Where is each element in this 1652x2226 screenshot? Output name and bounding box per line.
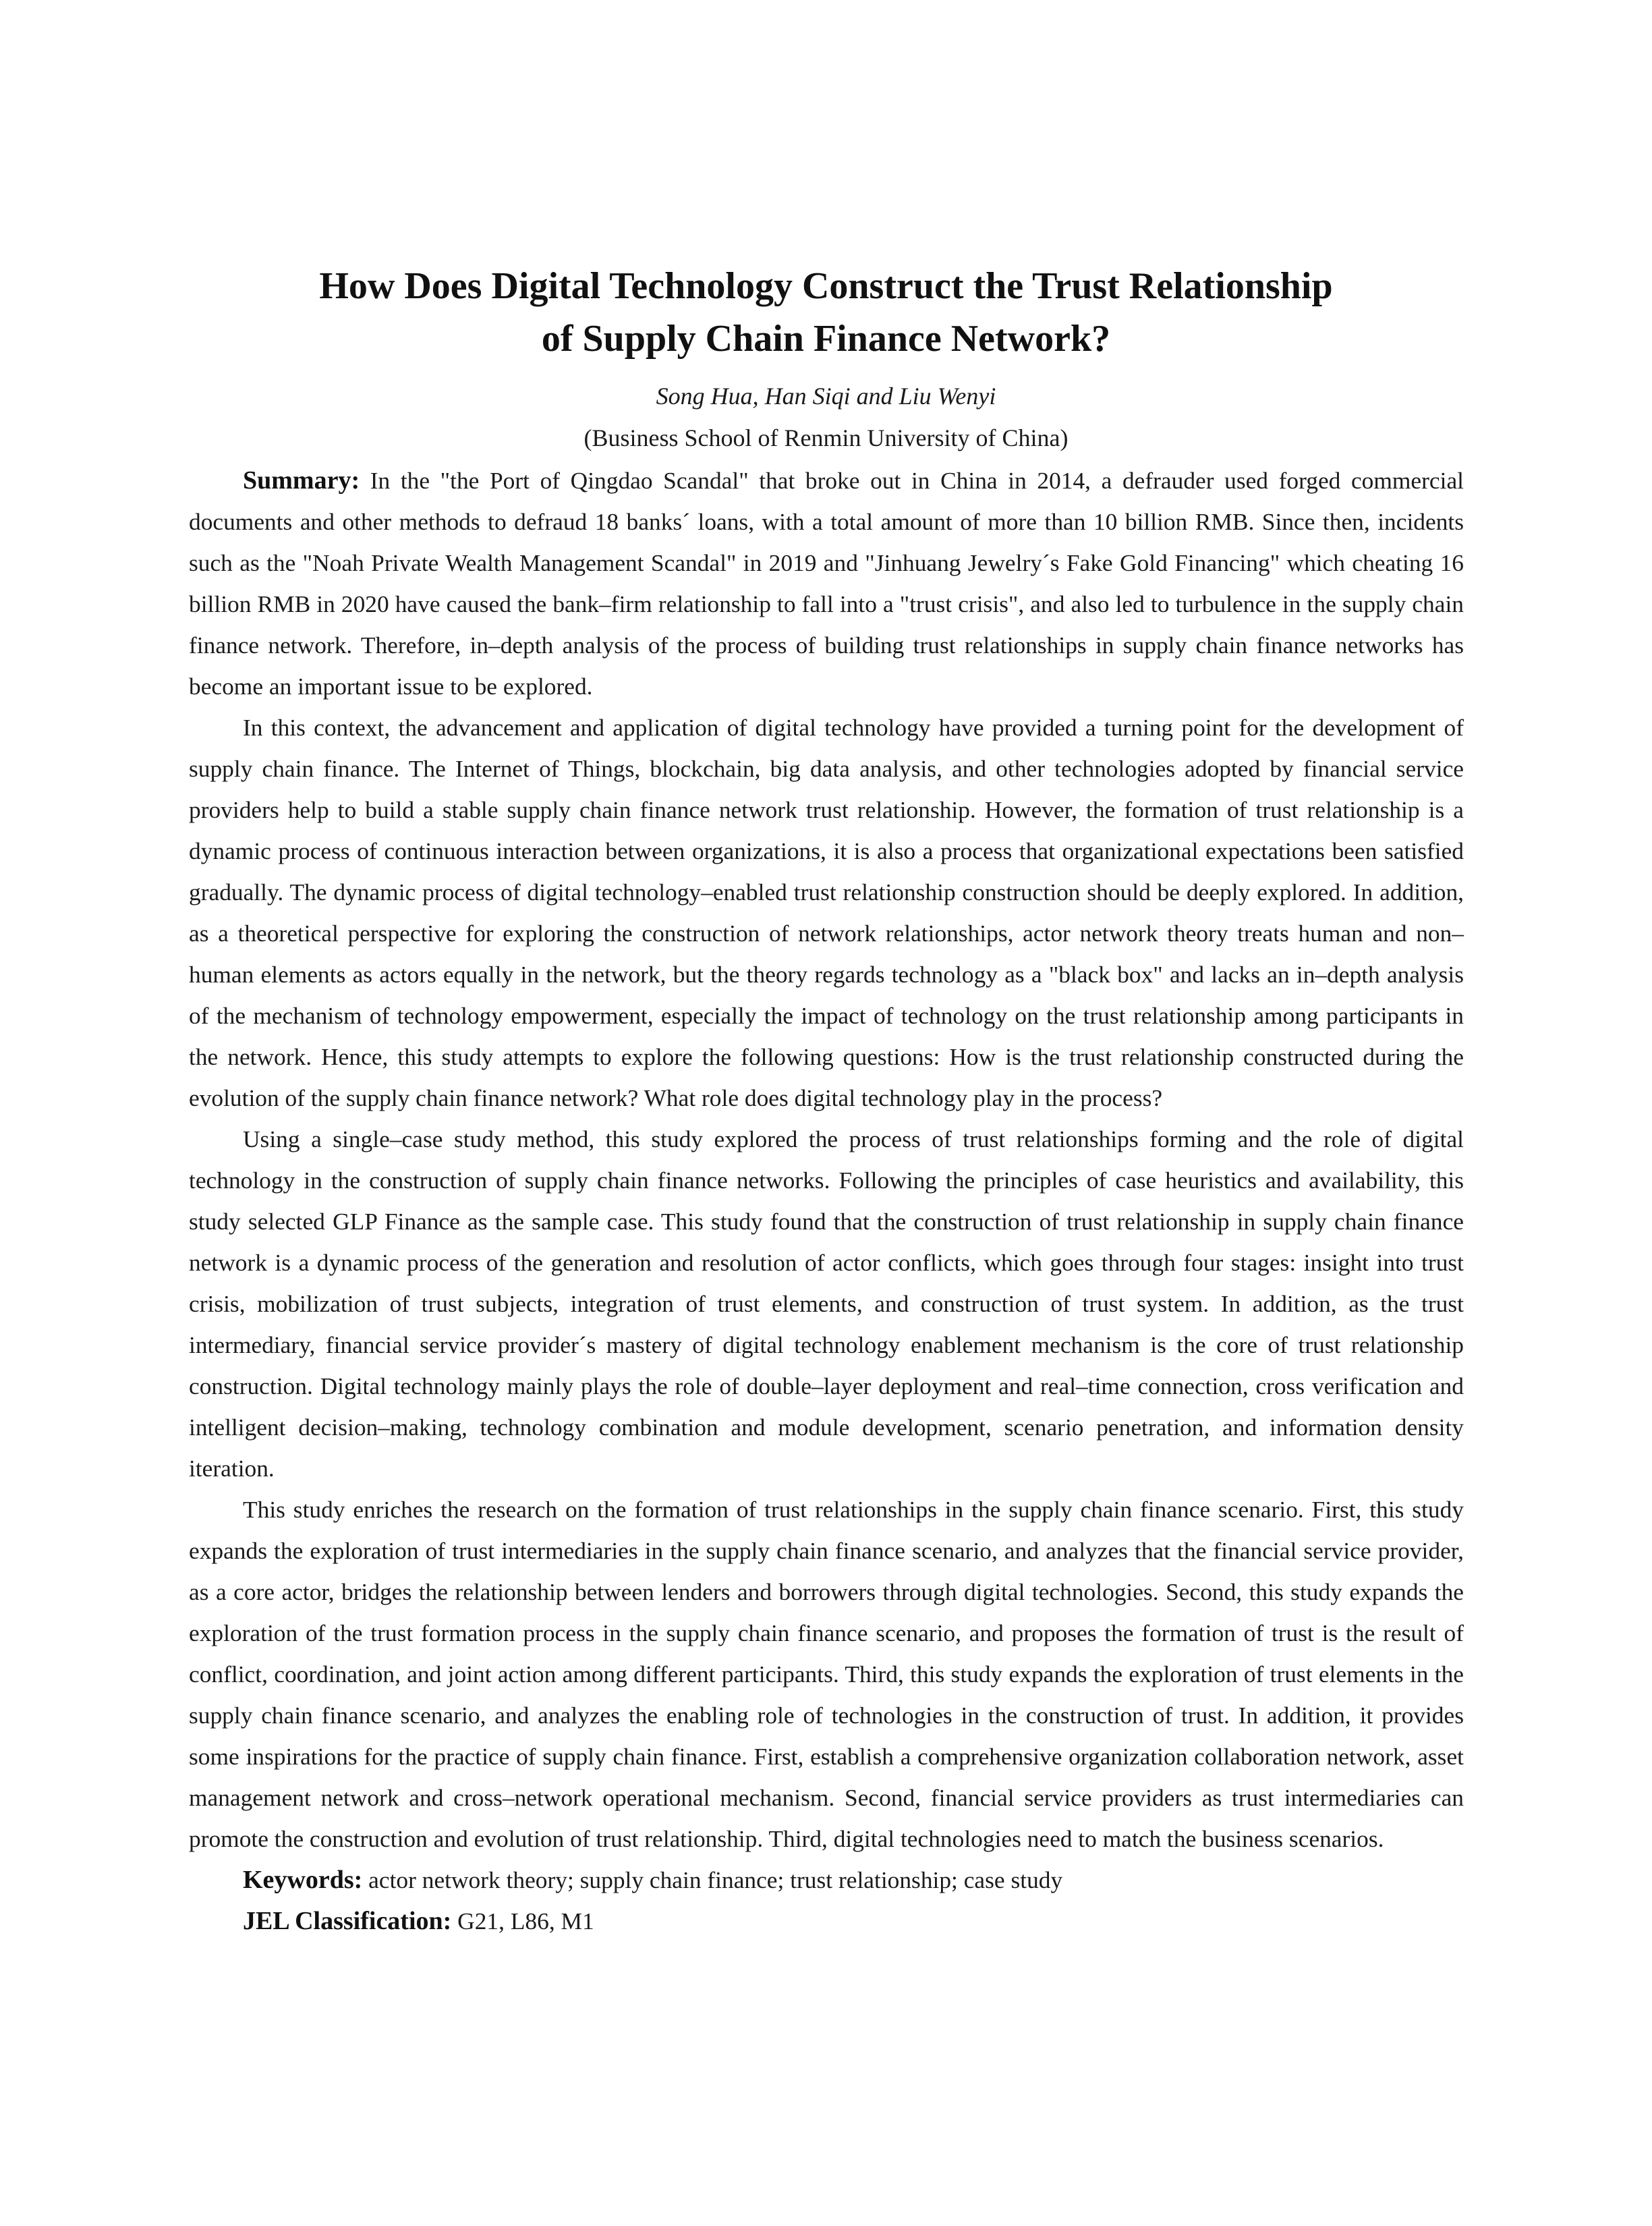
paper-title [189,260,1463,365]
summary-paragraph-3: Using a single–case study method, this study explored the process of trust relationships forming and the role of digital technology in the construction of supply chain finance networks. Following the principles of case heuristics and availability, this study selected GLP Finance as the sample case. This study found that the construction of trust relationship in supply chain finance network is a dynamic process of the generation and resolution of actor conflicts, which goes through four stages: insight into trust crisis, mobilization of trust subjects, integration of trust elements, and construction of trust system. In addition, as the trust intermediary, financial service provider´s mastery of digital technology enablement mechanism is the core of trust relationship construction. Digital technology mainly plays the role of double–layer deployment and real–time connection, cross verification and intelligent decision–making, technology combination and module development, scenario penetration, and information density iteration. [189,1125,1464,1482]
paper-title-line-1: How Does Digital Technology Construct the Trust Relationship [319,265,1333,307]
summary-paragraph-1 [189,460,1464,707]
keywords-line [189,1860,1464,1901]
jel-label: JEL Classification: [243,1907,452,1935]
paper-affiliation: (Business School of Renmin University of China) [583,424,1069,451]
keywords-text: actor network theory; supply chain finance; trust relationship; case study [368,1866,1063,1893]
jel-text: G21, L86, M1 [457,1908,594,1935]
summary-label: Summary: [243,466,360,495]
abstract-body [189,460,1464,1942]
summary-paragraph-1-text: In the "the Port of Qingdao Scandal" that broke out in China in 2014, a defrauder used forged commercial documents and other methods to defraud 18 banks´ loans, with a total amount of more than 10 billion RMB. Since then, incidents such as the "Noah Private Wealth Management Scandal" in 2019 and "Jinhuang Jewelry´s Fake Gold Financing" which cheating 16 billion RMB in 2020 have caused the bank–firm relationship to fall into a "trust crisis", and also led to turbulence in the supply chain finance network. Therefore, in–depth analysis of the process of building trust relationships in supply chain finance networks has become an important issue to be explored. [189,467,1464,700]
summary-paragraph-4: This study enriches the research on the formation of trust relationships in the supply chain finance scenario. First, this study expands the exploration of trust intermediaries in the supply chain finance scenario, and analyzes that the financial service provider, as a core actor, bridges the relationship between lenders and borrowers through digital technologies. Second, this study expands the exploration of the trust formation process in the supply chain finance scenario, and proposes the formation of trust is the result of conflict, coordination, and joint action among different participants. Third, this study expands the exploration of trust elements in the supply chain finance scenario, and analyzes the enabling role of technologies in the construction of trust. In addition, it provides some inspirations for the practice of supply chain finance. First, establish a comprehensive organization collaboration network, asset management network and cross–network operational mechanism. Second, financial service providers as trust intermediaries can promote the construction and evolution of trust relationship. Third, digital technologies need to match the business scenarios. [189,1496,1464,1852]
paper-authors: Song Hua, Han Siqi and Liu Wenyi [656,383,996,410]
paper-title-line-2: of Supply Chain Finance Network? [541,318,1111,360]
keywords-label: Keywords: [243,1866,363,1894]
summary-paragraph-2: In this context, the advancement and application of digital technology have provided a turning point for the development of supply chain finance. The Internet of Things, blockchain, big data analysis, and other technologies adopted by financial service providers help to build a stable supply chain finance network trust relationship. However, the formation of trust relationship is a dynamic process of continuous interaction between organizations, it is also a process that organizational expectations been satisfied gradually. The dynamic process of digital technology–enabled trust relationship construction should be deeply explored. In addition, as a theoretical perspective for exploring the construction of network relationships, actor network theory treats human and non–human elements as actors equally in the network, but the theory regards technology as a "black box" and lacks an in–depth analysis of the mechanism of technology empowerment, especially the impact of technology on the trust relationship among participants in the network. Hence, this study attempts to explore the following questions: How is the trust relationship constructed during the evolution of the supply chain finance network? What role does digital technology play in the process? [189,714,1464,1111]
jel-line [189,1901,1464,1942]
